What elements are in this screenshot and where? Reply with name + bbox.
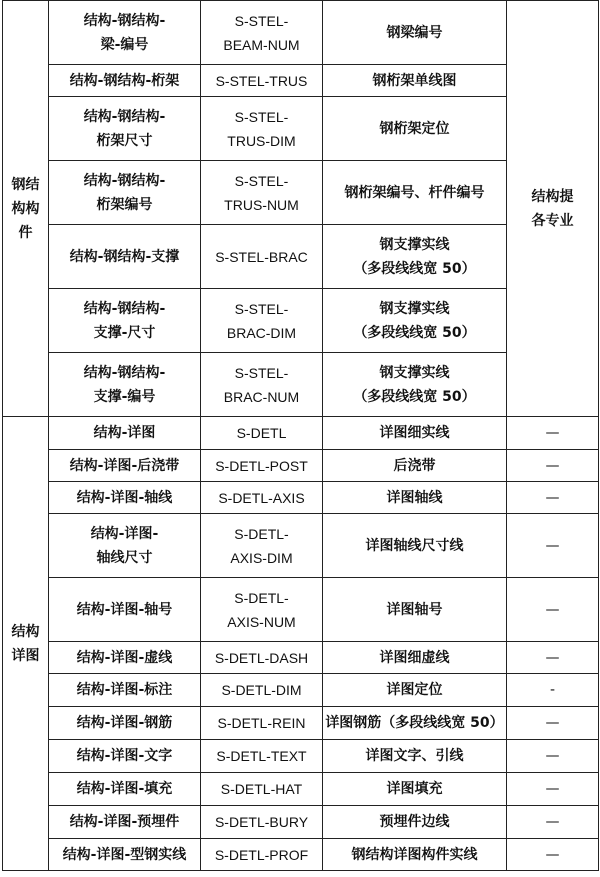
layer-name: 结构-详图- 轴线尺寸 [49, 514, 201, 578]
layer-name: 结构-钢结构- 梁-编号 [49, 1, 201, 65]
layer-code: S-DETL-DASH [201, 642, 323, 674]
layer-name: 结构-详图-虚线 [49, 642, 201, 674]
table-row [3, 482, 599, 514]
discipline-dash: — [507, 417, 599, 450]
layer-description: 钢桁架编号、杆件编号 [323, 161, 507, 225]
table-row [3, 674, 599, 707]
layer-code: S-DETL-BURY [201, 806, 323, 839]
layer-code: S-DETL-AXIS [201, 482, 323, 514]
table-row [3, 740, 599, 773]
layer-code: S-DETL-REIN [201, 707, 323, 740]
layer-description: 钢支撑实线 （多段线线宽 50） [323, 353, 507, 417]
layer-description: 钢支撑实线 （多段线线宽 50） [323, 225, 507, 289]
table-row [3, 642, 599, 674]
layer-name: 结构-钢结构- 桁架编号 [49, 161, 201, 225]
discipline-dash: — [507, 707, 599, 740]
layer-description: 详图定位 [323, 674, 507, 707]
layer-code: S-STEL- BRAC-NUM [201, 353, 323, 417]
layer-description: 后浇带 [323, 450, 507, 482]
discipline-dash: — [507, 514, 599, 578]
table-row [3, 773, 599, 806]
layer-code: S-DETL- AXIS-NUM [201, 578, 323, 642]
table-row [3, 806, 599, 839]
layer-name: 结构-钢结构- 支撑-编号 [49, 353, 201, 417]
table-row [3, 1, 599, 65]
discipline-note: 结构提 各专业 [507, 1, 599, 417]
discipline-dash: — [507, 806, 599, 839]
layer-code: S-DETL-POST [201, 450, 323, 482]
table-row [3, 450, 599, 482]
layer-name: 结构-钢结构- 桁架尺寸 [49, 97, 201, 161]
layer-description: 详图轴线 [323, 482, 507, 514]
discipline-dash: — [507, 482, 599, 514]
layer-description: 详图填充 [323, 773, 507, 806]
layer-name: 结构-详图-轴线 [49, 482, 201, 514]
layer-name: 结构-钢结构- 支撑-尺寸 [49, 289, 201, 353]
layer-name: 结构-详图 [49, 417, 201, 450]
layer-description: 详图钢筋（多段线线宽 50） [323, 707, 507, 740]
layer-name: 结构-详图-文字 [49, 740, 201, 773]
layer-code: S-STEL- TRUS-DIM [201, 97, 323, 161]
layer-description: 钢梁编号 [323, 1, 507, 65]
layer-name: 结构-详图-预埋件 [49, 806, 201, 839]
layer-code: S-STEL- BEAM-NUM [201, 1, 323, 65]
layer-code: S-DETL- AXIS-DIM [201, 514, 323, 578]
layer-description: 详图轴号 [323, 578, 507, 642]
layer-code: S-DETL-HAT [201, 773, 323, 806]
layer-description: 预埋件边线 [323, 806, 507, 839]
group-label-steel: 钢结 构构 件 [3, 1, 49, 417]
layer-description: 钢支撑实线 （多段线线宽 50） [323, 289, 507, 353]
table-row [3, 578, 599, 642]
layer-name: 结构-钢结构-支撑 [49, 225, 201, 289]
discipline-dash: — [507, 642, 599, 674]
layer-name: 结构-详图-轴号 [49, 578, 201, 642]
discipline-dash: — [507, 740, 599, 773]
table-row [3, 417, 599, 450]
layer-code: S-STEL-TRUS [201, 65, 323, 97]
layer-code: S-STEL- BRAC-DIM [201, 289, 323, 353]
layer-name: 结构-详图-型钢实线 [49, 839, 201, 871]
layer-description: 详图文字、引线 [323, 740, 507, 773]
table-row [3, 514, 599, 578]
table-row [3, 707, 599, 740]
layer-code: S-DETL-DIM [201, 674, 323, 707]
layer-description: 钢结构详图构件实线 [323, 839, 507, 871]
discipline-dash: — [507, 773, 599, 806]
layer-standard-table [2, 0, 599, 871]
layer-code: S-DETL-TEXT [201, 740, 323, 773]
discipline-dash: — [507, 839, 599, 871]
table-row [3, 839, 599, 871]
layer-name: 结构-钢结构-桁架 [49, 65, 201, 97]
layer-description: 钢桁架定位 [323, 97, 507, 161]
discipline-dash: — [507, 450, 599, 482]
layer-code: S-DETL-PROF [201, 839, 323, 871]
layer-code: S-DETL [201, 417, 323, 450]
discipline-dash: - [507, 674, 599, 707]
layer-name: 结构-详图-后浇带 [49, 450, 201, 482]
layer-code: S-STEL- TRUS-NUM [201, 161, 323, 225]
layer-description: 详图细虚线 [323, 642, 507, 674]
layer-description: 详图轴线尺寸线 [323, 514, 507, 578]
layer-name: 结构-详图-填充 [49, 773, 201, 806]
group-label-detail: 结构 详图 [3, 417, 49, 871]
layer-code: S-STEL-BRAC [201, 225, 323, 289]
layer-name: 结构-详图-钢筋 [49, 707, 201, 740]
layer-description: 钢桁架单线图 [323, 65, 507, 97]
layer-name: 结构-详图-标注 [49, 674, 201, 707]
discipline-dash: — [507, 578, 599, 642]
layer-description: 详图细实线 [323, 417, 507, 450]
